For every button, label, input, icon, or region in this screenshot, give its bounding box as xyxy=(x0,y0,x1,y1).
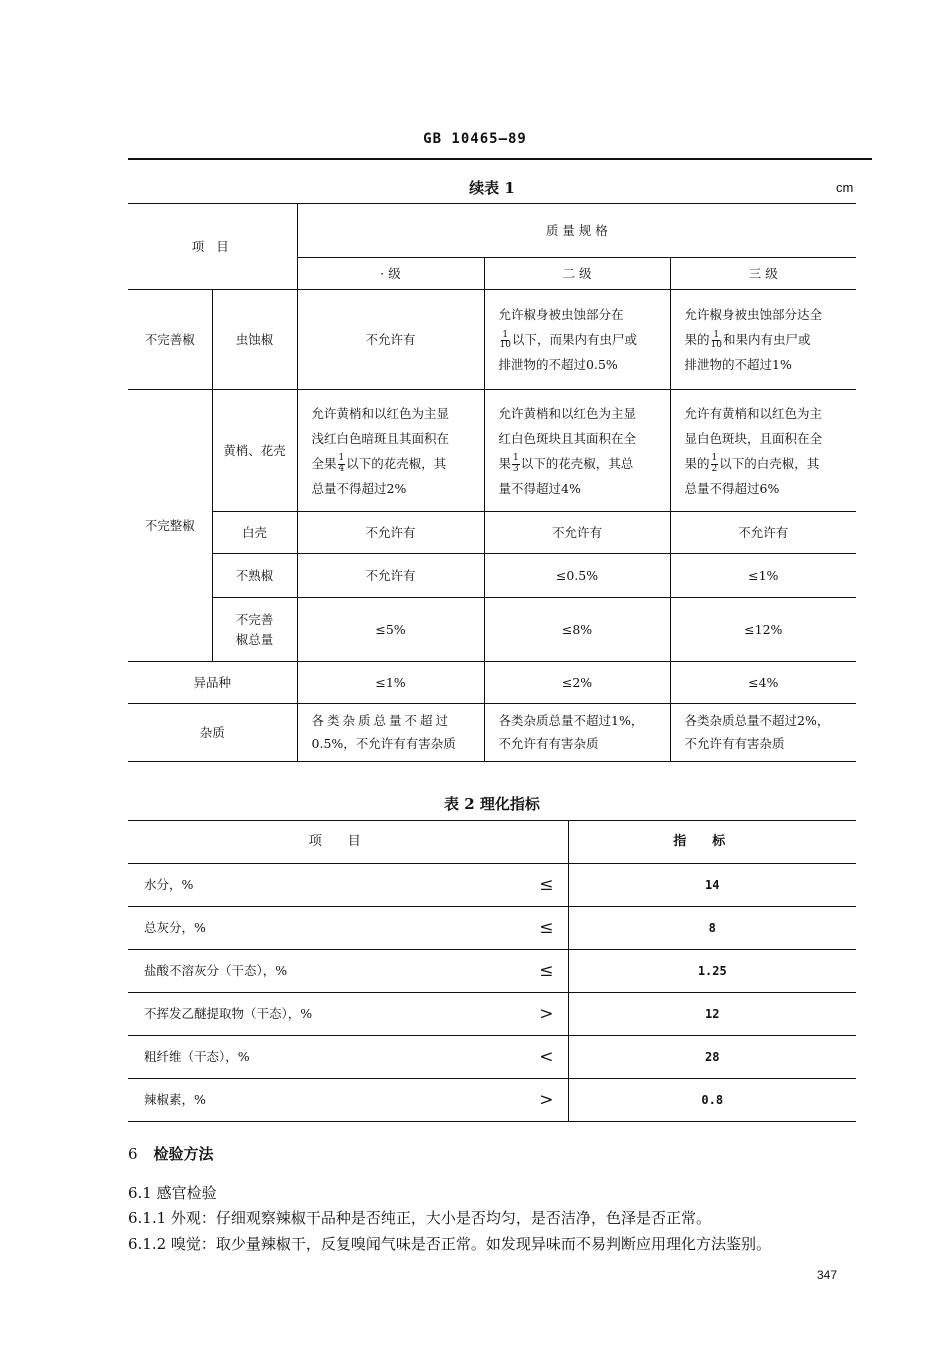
clause-6-1-2: 6.1.2 嗅觉：取少量辣椒干，反复嗅闻气味是否正常。如发现异味而不易判断应用理化方法鉴别。 xyxy=(128,1235,771,1253)
impurity-grade-1: 各类杂质总量不超过 0.5%，不允许有有害杂质 xyxy=(297,704,484,762)
fraction: $\frac{1}{4}$ xyxy=(338,453,345,474)
unripe-grade-2: ≤0.5% xyxy=(484,554,670,598)
row-label-yellow: 黄梢、花壳 xyxy=(212,390,297,512)
table2-caption: 表 2 理化指标 xyxy=(444,795,540,813)
section-title xyxy=(128,1143,214,1164)
fraction: $\frac{1}{2}$ xyxy=(711,453,718,474)
table-row xyxy=(128,662,856,704)
yellow-grade-1: 允许黄梢和以红色为主显 浅红白色暗斑且其面积在 全果 $\frac{1}{4}$ 以下的花壳椒，其 总量不得超过2% xyxy=(297,390,484,512)
yellow-grade-2: 允许黄梢和以红色为主显 红白色斑块且其面积在全 果 $\frac{1}{3}$ 以下的花壳椒，其总 量不得超过4% xyxy=(484,390,670,512)
quality-spec-table xyxy=(128,203,856,762)
white-grade-1: 不允许有 xyxy=(297,512,484,554)
row-value: 14 xyxy=(568,864,856,907)
table-row xyxy=(128,290,856,390)
row-label-unripe: 不熟椒 xyxy=(212,554,297,598)
row-label-white: 白壳 xyxy=(212,512,297,554)
impurity-grade-3: 各类杂质总量不超过2%， 不允许有有害杂质 xyxy=(670,704,856,762)
col-header-value: 指标 xyxy=(568,821,856,864)
row-symbol: ≤ xyxy=(508,950,568,993)
table-row xyxy=(128,598,856,662)
total-grade-2: ≤8% xyxy=(484,598,670,662)
row-item: 总灰分，% xyxy=(128,907,508,950)
section-title-text: 检验方法 xyxy=(153,1145,214,1163)
row-value: 28 xyxy=(568,1036,856,1079)
row-item: 盐酸不溶灰分（干态），% xyxy=(128,950,508,993)
table-row xyxy=(128,993,856,1036)
insect-grade-2: 允许椒身被虫蚀部分在 $\frac{1}{10}$ 以下，而果内有虫尸或 排泄物的不超过0.5% xyxy=(484,290,670,390)
row-label-variety: 异品种 xyxy=(128,662,297,704)
col-header-item: 项目 xyxy=(128,821,568,864)
yellow-grade-3: 允许有黄梢和以红色为主 显白色斑块，且面积在全 果的 $\frac{1}{2}$ 以下的白壳椒，其 总量不得超过6% xyxy=(670,390,856,512)
row-value: 0.8 xyxy=(568,1079,856,1122)
table-row xyxy=(128,390,856,512)
row-value: 1.25 xyxy=(568,950,856,993)
category-incomplete: 不完善椒 xyxy=(128,290,212,390)
row-label-insect: 虫蚀椒 xyxy=(212,290,297,390)
col-header-item: 项 目 xyxy=(128,204,297,290)
col-header-quality-spec: 质 量 规 格 xyxy=(297,204,856,258)
row-symbol: ≤ xyxy=(508,864,568,907)
physicochemical-table xyxy=(128,820,856,1122)
table-row xyxy=(128,1079,856,1122)
impurity-grade-2: 各类杂质总量不超过1%， 不允许有有害杂质 xyxy=(484,704,670,762)
white-grade-2: 不允许有 xyxy=(484,512,670,554)
table-row xyxy=(128,864,856,907)
table-row xyxy=(128,950,856,993)
row-label-total: 不完善 椒总量 xyxy=(212,598,297,662)
standard-number-header: GB 10465—89 xyxy=(423,131,527,147)
fraction: $\frac{1}{10}$ xyxy=(499,329,511,350)
grade-3-header: 三 级 xyxy=(670,258,856,290)
table-row xyxy=(128,907,856,950)
table-row xyxy=(128,512,856,554)
row-label-impurity: 杂质 xyxy=(128,704,297,762)
unripe-grade-3: ≤1% xyxy=(670,554,856,598)
row-symbol: > xyxy=(508,1079,568,1122)
row-value: 8 xyxy=(568,907,856,950)
insect-grade-1: 不允许有 xyxy=(297,290,484,390)
row-value: 12 xyxy=(568,993,856,1036)
variety-grade-3: ≤4% xyxy=(670,662,856,704)
row-item: 不挥发乙醚提取物（干态），% xyxy=(128,993,508,1036)
row-symbol: > xyxy=(508,993,568,1036)
insect-grade-3: 允许椒身被虫蚀部分达全 果的 $\frac{1}{10}$ 和果内有虫尸或 排泄物的不超过1% xyxy=(670,290,856,390)
clause-6-1-1: 6.1.1 外观：仔细观察辣椒干品种是否纯正，大小是否均匀，是否洁净，色泽是否正常。 xyxy=(128,1209,711,1227)
grade-1-header: · 级 xyxy=(297,258,484,290)
row-symbol: ≤ xyxy=(508,907,568,950)
table-row xyxy=(128,1036,856,1079)
table1-unit: cm xyxy=(836,180,854,195)
row-item: 粗纤维（干态），% xyxy=(128,1036,508,1079)
section-number: 6 xyxy=(128,1145,138,1163)
unripe-grade-1: 不允许有 xyxy=(297,554,484,598)
row-item: 水分，% xyxy=(128,864,508,907)
fraction: $\frac{1}{3}$ xyxy=(513,453,519,474)
variety-grade-1: ≤1% xyxy=(297,662,484,704)
fraction: $\frac{1}{10}$ xyxy=(710,329,722,350)
table-row xyxy=(128,704,856,762)
total-grade-1: ≤5% xyxy=(297,598,484,662)
variety-grade-2: ≤2% xyxy=(484,662,670,704)
table-row xyxy=(128,554,856,598)
header-rule xyxy=(128,158,872,160)
grade-2-header: 二 级 xyxy=(484,258,670,290)
category-incomplete-whole: 不完整椒 xyxy=(128,390,212,662)
white-grade-3: 不允许有 xyxy=(670,512,856,554)
page-number: 347 xyxy=(816,1268,837,1282)
row-symbol: < xyxy=(508,1036,568,1079)
total-grade-3: ≤12% xyxy=(670,598,856,662)
row-item: 辣椒素，% xyxy=(128,1079,508,1122)
table1-caption: 续表 1 xyxy=(469,179,515,197)
subsection-6-1: 6.1 感官检验 xyxy=(128,1184,217,1202)
